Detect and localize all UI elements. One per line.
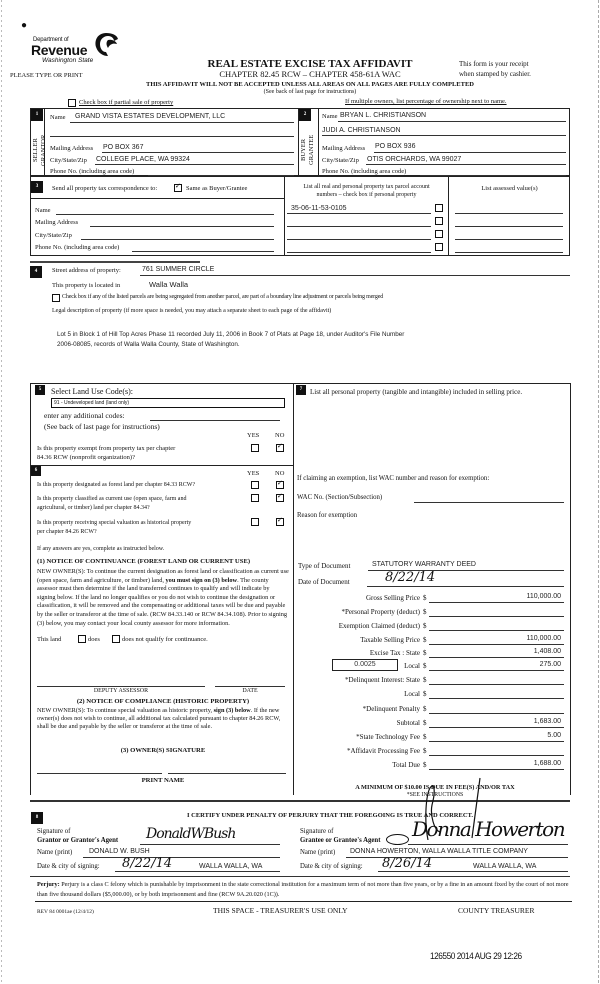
buyer-phone-label: Phone No. (including area code) — [322, 168, 407, 175]
section-number-2: 2 — [299, 109, 311, 121]
does-not-qualify-checkbox[interactable] — [112, 635, 120, 643]
owner-signature-title: (3) OWNER(S) SIGNATURE — [120, 747, 206, 754]
buyer-phone-field[interactable] — [422, 168, 566, 176]
taxable-price-field[interactable]: 110,000.00 — [526, 635, 561, 642]
grantee-name-field[interactable]: DONNA HOWERTON, WALLA WALLA TITLE COMPANY — [350, 848, 528, 855]
currency-sign: $ — [423, 761, 427, 769]
forest-no-checkbox[interactable] — [276, 481, 284, 489]
footer-rule — [35, 901, 572, 902]
notice-compliance-text: NEW OWNER(S): To continue special valuation as historic property, sign (3) below. If the new owner(s) does not wish to continue, all additional tax calculated pursuant to chapter 84.26 RCW, shall be due and payable by the seller or transferor at the time of sale. — [37, 707, 281, 731]
assessed-underline — [455, 239, 563, 240]
section5-top-rule — [30, 383, 570, 384]
excise-local-field[interactable]: 275.00 — [539, 661, 561, 668]
parcel-account-field[interactable] — [287, 217, 431, 225]
seller-name2-field[interactable] — [50, 128, 294, 136]
parcel-account-field[interactable]: 35-06-11-53-0105 — [291, 205, 347, 212]
form-title: REAL ESTATE EXCISE TAX AFFIDAVIT — [207, 58, 413, 70]
grantee-city-field[interactable]: WALLA WALLA, WA — [473, 863, 537, 870]
currency-sign: $ — [423, 733, 427, 741]
multiple-owners-note: If multiple owners, list percentage of ownership next to name. — [345, 98, 507, 105]
print-name-label: PRINT NAME — [141, 777, 185, 784]
section-number-1: 1 — [31, 109, 43, 121]
treasurer-use-label: THIS SPACE - TREASURER'S USE ONLY — [213, 906, 348, 915]
assessed-underline — [455, 252, 563, 253]
does-qualify-label: does — [88, 636, 100, 643]
currency-sign: $ — [423, 649, 427, 657]
seller-name2-underline — [50, 136, 294, 137]
street-address-label: Street address of property: — [52, 267, 121, 274]
buyer-name2-field[interactable]: JUDI A. CHRISTIANSON — [322, 127, 401, 134]
legal-description-label: Legal description of property (if more space is needed, you may attach a separate sheet to each page of the affidavit) — [52, 308, 332, 314]
document-date-underline — [367, 586, 564, 587]
exempt-yes-checkbox[interactable] — [251, 444, 259, 452]
excise-local-label: Local — [404, 662, 420, 670]
buyer-city-underline — [366, 164, 566, 165]
street-address-underline — [140, 275, 570, 276]
assessed-header: List assessed value(s) — [481, 185, 538, 192]
wac-field[interactable] — [414, 494, 564, 502]
current-use-yes-checkbox[interactable] — [251, 494, 259, 502]
personal-property-field[interactable] — [298, 410, 566, 465]
section-number-3: 3 — [31, 181, 43, 193]
grantee-name-underline — [346, 857, 568, 858]
agent-circled-mark — [386, 834, 409, 845]
total-due-field[interactable]: 1,688.00 — [533, 760, 561, 767]
street-address-field[interactable]: 761 SUMMER CIRCLE — [142, 266, 215, 273]
scan-edge-left — [1, 0, 2, 984]
seller-mailing-field[interactable]: PO BOX 367 — [103, 144, 144, 151]
grantee-signature[interactable]: Donna Howerton — [412, 817, 565, 841]
this-land-label: This land — [37, 636, 62, 643]
legal-description-line: Lot 5 in Block 1 of Hill Top Acres Phase 11 recorded July 11, 2006 in Book 7 of Plats at Page 18, under Auditor's File Number — [57, 331, 405, 338]
county-treasurer-label: COUNTY TREASURER — [458, 906, 535, 915]
technology-fee-label: *State Technology Fee — [356, 733, 420, 741]
amount-underline — [429, 755, 564, 756]
local-rate-field[interactable]: 0.0025 — [332, 659, 398, 671]
completion-warning: THIS AFFIDAVIT WILL NOT BE ACCEPTED UNLESS ALL AREAS ON ALL PAGES ARE FULLY COMPLETED — [146, 81, 474, 88]
buyer-mailing-field[interactable]: PO BOX 936 — [375, 143, 416, 150]
partial-sale-checkbox[interactable] — [68, 99, 76, 107]
personal-property-deduct-label: *Personal Property (deduct) — [341, 608, 420, 616]
exempt-question: Is this property exempt from property tax per chapter 84.36 RCW (nonprofit organization)? — [37, 445, 176, 461]
buyer-name-field[interactable]: BRYAN L. CHRISTIANSON — [340, 112, 427, 119]
amount-underline — [429, 698, 564, 699]
current-use-no-checkbox[interactable] — [276, 494, 284, 502]
grantee-name-label: Name (print) — [300, 849, 336, 856]
grantee-signature-line — [408, 844, 568, 845]
land-use-label: Select Land Use Code(s): — [51, 387, 133, 396]
buyer-side-divider — [318, 109, 319, 176]
does-not-qualify-label: does not qualify for continuance. — [122, 636, 208, 643]
delinquent-interest-state-label: *Delinquent Interest: State — [344, 676, 420, 684]
see-instructions-note: *SEE INSTRUCTIONS — [406, 792, 464, 798]
historic-question: Is this property receiving special valuation as historical property per chapter 84.26 RCW? — [37, 520, 192, 535]
subtotal-field[interactable]: 1,683.00 — [533, 718, 561, 725]
wac-underline — [414, 502, 564, 503]
section3-header-divider — [30, 198, 284, 199]
grantor-name-field[interactable]: DONALD W. BUSH — [89, 848, 150, 855]
perjury-top-rule — [30, 876, 570, 877]
section-number-4: 4 — [30, 266, 42, 278]
perjury-notice: Perjury: Perjury is a class C felony which is punishable by imprisonment in the state correctional institution for a maximum term of not more than five years, or by a fine in an amount fixed by the court of not more than five thousand dollars ($5,000.00), or by both imprisonment and fine (RCW 9A.20.020 (1C)). — [37, 881, 569, 898]
section-number-6: 6 — [31, 466, 41, 476]
grantor-date-label: Date & city of signing: — [37, 863, 100, 870]
grantor-signature[interactable]: DonaldWBush — [146, 826, 236, 842]
section-number-7: 7 — [296, 385, 306, 395]
excise-state-label: Excise Tax : State — [369, 649, 420, 657]
receipt-note-2: when stamped by cashier. — [459, 70, 531, 78]
yes-header: YES — [247, 432, 260, 439]
amount-underline — [429, 630, 564, 631]
section-number-5: 5 — [35, 385, 45, 395]
historic-no-checkbox[interactable] — [276, 518, 284, 526]
assessed-value-field[interactable] — [455, 205, 563, 213]
notice-compliance-title: (2) NOTICE OF COMPLIANCE (HISTORIC PROPERTY) — [76, 698, 250, 705]
exemption-label: If claiming an exemption, list WAC number and reason for exemption: — [297, 475, 490, 482]
processing-fee-field[interactable] — [429, 746, 561, 755]
seller-phone-label: Phone No. (including area code) — [50, 168, 135, 175]
forest-land-question: Is this property designated as forest land per chapter 84.33 RCW? — [37, 482, 196, 488]
additional-codes-label: enter any additional codes: — [44, 411, 125, 420]
parcel-underline — [287, 226, 431, 227]
buyer-city-label: City/State/Zip — [322, 157, 359, 164]
corr-name-field[interactable] — [56, 206, 274, 214]
historic-yes-checkbox[interactable] — [251, 518, 259, 526]
amount-underline — [429, 684, 564, 685]
taxable-price-label: Taxable Selling Price — [360, 636, 420, 644]
buyer-name2-underline — [322, 135, 566, 136]
grantor-date-field[interactable]: 8/22/14 — [122, 856, 173, 871]
personal-property-deduct-field[interactable] — [429, 607, 561, 616]
segregated-checkbox[interactable] — [52, 294, 60, 302]
corr-name-label: Name — [35, 207, 51, 214]
notice-continuance-title: (1) NOTICE OF CONTINUANCE (FOREST LAND OR CURRENT USE) — [37, 558, 251, 565]
agency-line1: Department of — [33, 37, 69, 43]
notice-continuance-text: NEW OWNER(S): To continue the current designation as forest land or classification as current use (open space, farm and agriculture, or timber) land, you must sign on (3) below. The county assessor must then determine if the land transferred continues to qualify and will indicate by signing below. If the land no longer qualifies or you do not wish to continue the designation or classification, it will be removed and the compensating or additional taxes will be due and payable by the seller or transferor at the time of sale. (RCW 84.33.140 or RCW 84.34.108). Prior to signing (3) below, you may contact your local county assessor for more information. — [37, 568, 289, 627]
parcel-header: List all real and personal property tax parcel account numbers – check box if personal property — [303, 184, 430, 198]
total-due-label: Total Due — [392, 761, 420, 769]
located-in-field[interactable]: Walla Walla — [149, 280, 189, 289]
no-header: NO — [275, 470, 285, 477]
legal-description-line: 2006-08085, records of Walla Walla County, State of Washington. — [57, 341, 240, 348]
seller-mailing-label: Mailing Address — [50, 145, 94, 152]
amount-underline — [429, 670, 564, 671]
seller-city-label: City/State/Zip — [50, 157, 87, 164]
currency-sign: $ — [423, 594, 427, 602]
amount-underline — [429, 727, 564, 728]
does-qualify-checkbox[interactable] — [78, 635, 86, 643]
parcel-account-field[interactable] — [287, 243, 431, 251]
form-number: REV 84 0001ae (12/4/12) — [37, 909, 94, 915]
exemption-claimed-label: Exemption Claimed (deduct) — [338, 622, 420, 630]
additional-codes-field[interactable] — [150, 412, 280, 420]
corr-phone-label: Phone No. (including area code) — [35, 244, 120, 251]
delinquent-penalty-field[interactable] — [429, 704, 561, 713]
delinquent-interest-state-field[interactable] — [429, 675, 561, 684]
parcel-underline — [287, 252, 431, 253]
delinquent-interest-local-field[interactable] — [429, 689, 561, 698]
corr-mailing-field[interactable] — [90, 218, 274, 226]
treasurer-stamp: 126550 2014 AUG 29 12:26 — [430, 951, 522, 961]
buyer-name-label: Name — [322, 113, 338, 120]
no-header: NO — [275, 432, 285, 439]
assessed-underline — [455, 213, 563, 214]
scan-edge-right — [598, 0, 599, 984]
amount-underline — [429, 741, 564, 742]
amount-underline — [429, 644, 564, 645]
amount-underline — [429, 602, 564, 603]
same-as-buyer-checkbox[interactable] — [174, 184, 182, 192]
owner-signature-line — [37, 773, 162, 774]
currency-sign: $ — [423, 662, 427, 670]
personal-property-checkbox[interactable] — [435, 217, 443, 225]
grantor-city-field[interactable]: WALLA WALLA, WA — [199, 863, 263, 870]
delinquent-penalty-label: *Delinquent Penalty — [362, 705, 420, 713]
grantor-name-label: Name (print) — [37, 849, 73, 856]
personal-property-checkbox[interactable] — [435, 204, 443, 212]
buyer-name-underline — [338, 121, 566, 122]
corr-phone-underline — [132, 251, 274, 252]
see-back-note: (See back of last page for instructions) — [263, 89, 357, 95]
corr-city-field[interactable] — [81, 231, 274, 239]
certification-statement: I CERTIFY UNDER PENALTY OF PERJURY THAT THE FOREGOING IS TRUE AND CORRECT. — [186, 812, 473, 819]
assessed-value-field[interactable] — [455, 231, 563, 239]
right-border — [570, 383, 571, 795]
assessed-underline — [455, 226, 563, 227]
section4-top-rule — [30, 261, 200, 263]
located-in-label: This property is located in — [52, 282, 121, 289]
currency-sign: $ — [423, 719, 427, 727]
buyer-side-label: BUYER GRANTEE — [300, 134, 315, 166]
agency-logo-text: Revenue — [31, 42, 88, 58]
receipt-note-1: This form is your receipt — [459, 60, 529, 68]
currency-sign: $ — [423, 747, 427, 755]
seller-city-underline — [95, 164, 294, 165]
reason-label: Reason for exemption — [297, 512, 358, 519]
corr-phone-field[interactable] — [132, 243, 274, 251]
owner-signature-line-2 — [168, 773, 286, 774]
forest-yes-checkbox[interactable] — [251, 481, 259, 489]
dor-logo-icon — [92, 30, 122, 58]
chapter-reference: CHAPTER 82.45 RCW – CHAPTER 458-61A WAC — [219, 69, 401, 79]
seller-name-underline — [70, 122, 294, 123]
seller-side-label: SELLER GRANTOR — [32, 134, 47, 166]
document-type-label: Type of Document — [298, 562, 351, 570]
left-border — [30, 383, 31, 795]
scan-mark: ● — [21, 20, 28, 31]
document-date-label: Date of Document — [298, 578, 350, 586]
yes-header: YES — [247, 470, 260, 477]
exemption-claimed-field[interactable] — [429, 621, 561, 630]
assessor-date-line — [215, 686, 285, 687]
left-right-divider — [293, 383, 294, 795]
assessed-value-field[interactable] — [455, 244, 563, 252]
date-label: DATE — [242, 688, 258, 694]
grantor-signature-label: Signature of Grantor or Grantor's Agent — [37, 828, 119, 844]
current-use-question: Is this property classified as current use (open space, farm and agricultural, or timber) land per chapter 84.34? — [37, 496, 187, 511]
additional-codes-underline — [150, 420, 280, 421]
amount-underline — [429, 713, 564, 714]
minimum-fee-note: A MINIMUM OF $10.00 IS DUE IN FEE(S) AND/OR TAX — [355, 784, 515, 791]
document-type-field[interactable]: STATUTORY WARRANTY DEED — [372, 561, 476, 568]
section-number-8: 8 — [31, 812, 43, 824]
currency-sign: $ — [423, 622, 427, 630]
corr-mailing-underline — [90, 226, 274, 227]
grantee-signature-label: Signature of Grantee or Grantee's Agent — [300, 828, 381, 844]
gross-price-field[interactable]: 110,000.00 — [526, 593, 561, 600]
excise-state-field[interactable]: 1,408.00 — [533, 648, 561, 655]
amount-underline — [429, 616, 564, 617]
legal-description-field[interactable] — [57, 330, 404, 350]
assessed-value-field[interactable] — [455, 218, 563, 226]
send-correspondence-label: Send all property tax correspondence to: — [52, 185, 158, 192]
currency-sign: $ — [423, 676, 427, 684]
parcel-account-field[interactable] — [287, 230, 431, 238]
segregated-label: Check box if any of the listed parcels are being segregated from another parcel, are part of a boundary line adjustment or parcels being merged — [62, 294, 384, 300]
amount-underline — [429, 657, 564, 658]
exempt-no-checkbox[interactable] — [276, 444, 284, 452]
personal-property-checkbox[interactable] — [435, 230, 443, 238]
processing-fee-label: *Affidavit Processing Fee — [347, 747, 420, 755]
type-or-print-note: PLEASE TYPE OR PRINT — [10, 72, 83, 79]
seller-phone-field[interactable] — [150, 168, 294, 176]
seller-name-field[interactable]: GRAND VISTA ESTATES DEVELOPMENT, LLC — [75, 113, 226, 120]
buyer-city-field[interactable]: OTIS ORCHARDS, WA 99027 — [367, 156, 462, 163]
if-yes-note: If any answers are yes, complete as instructed below. — [37, 546, 165, 552]
currency-sign: $ — [423, 636, 427, 644]
gross-price-label: Gross Selling Price — [365, 594, 420, 602]
parcel-underline — [287, 213, 431, 214]
same-as-buyer-label: Same as Buyer/Grantee — [186, 185, 248, 192]
currency-sign: $ — [423, 690, 427, 698]
signature-flourish-icon — [410, 770, 500, 840]
reason-field[interactable] — [297, 522, 565, 552]
buyer-mailing-underline — [374, 152, 566, 153]
subtotal-label: Subtotal — [396, 719, 420, 727]
wac-label: WAC No. (Section/Subsection) — [297, 494, 383, 501]
grantor-name-underline — [83, 857, 280, 858]
currency-sign: $ — [423, 705, 427, 713]
buyer-mailing-label: Mailing Address — [322, 145, 366, 152]
currency-sign: $ — [423, 608, 427, 616]
document-date-field[interactable]: 8/22/14 — [385, 570, 436, 585]
see-back-instructions: (See back of last page for instructions) — [44, 422, 160, 431]
corr-name-underline — [56, 214, 274, 215]
delinquent-interest-local-label: Local — [404, 690, 420, 698]
seller-mailing-underline — [102, 152, 294, 153]
partial-sale-label: Check box if partial sale of property — [79, 99, 174, 106]
technology-fee-field[interactable]: 5.00 — [547, 732, 561, 739]
seller-city-field[interactable]: COLLEGE PLACE, WA 99324 — [96, 156, 190, 163]
grantee-date-field[interactable]: 8/26/14 — [382, 856, 433, 871]
personal-property-label: List all personal property (tangible and intangible) included in selling price. — [310, 388, 523, 396]
grantor-signature-line — [140, 844, 280, 845]
deputy-assessor-label: DEPUTY ASSESSOR — [93, 688, 149, 694]
land-use-select[interactable]: 91 - Undeveloped land (land only) — [51, 398, 285, 408]
section6-top-rule — [30, 465, 293, 466]
personal-property-checkbox[interactable] — [435, 243, 443, 251]
agency-line3: Washington State — [42, 57, 94, 64]
grantee-date-label: Date & city of signing: — [300, 863, 363, 870]
parcel-underline — [287, 239, 431, 240]
deputy-assessor-signature-line — [37, 686, 205, 687]
corr-city-underline — [81, 239, 274, 240]
seller-name-label: Name — [50, 114, 66, 121]
corr-city-label: City/State/Zip — [35, 232, 72, 239]
corr-mailing-label: Mailing Address — [35, 219, 79, 226]
